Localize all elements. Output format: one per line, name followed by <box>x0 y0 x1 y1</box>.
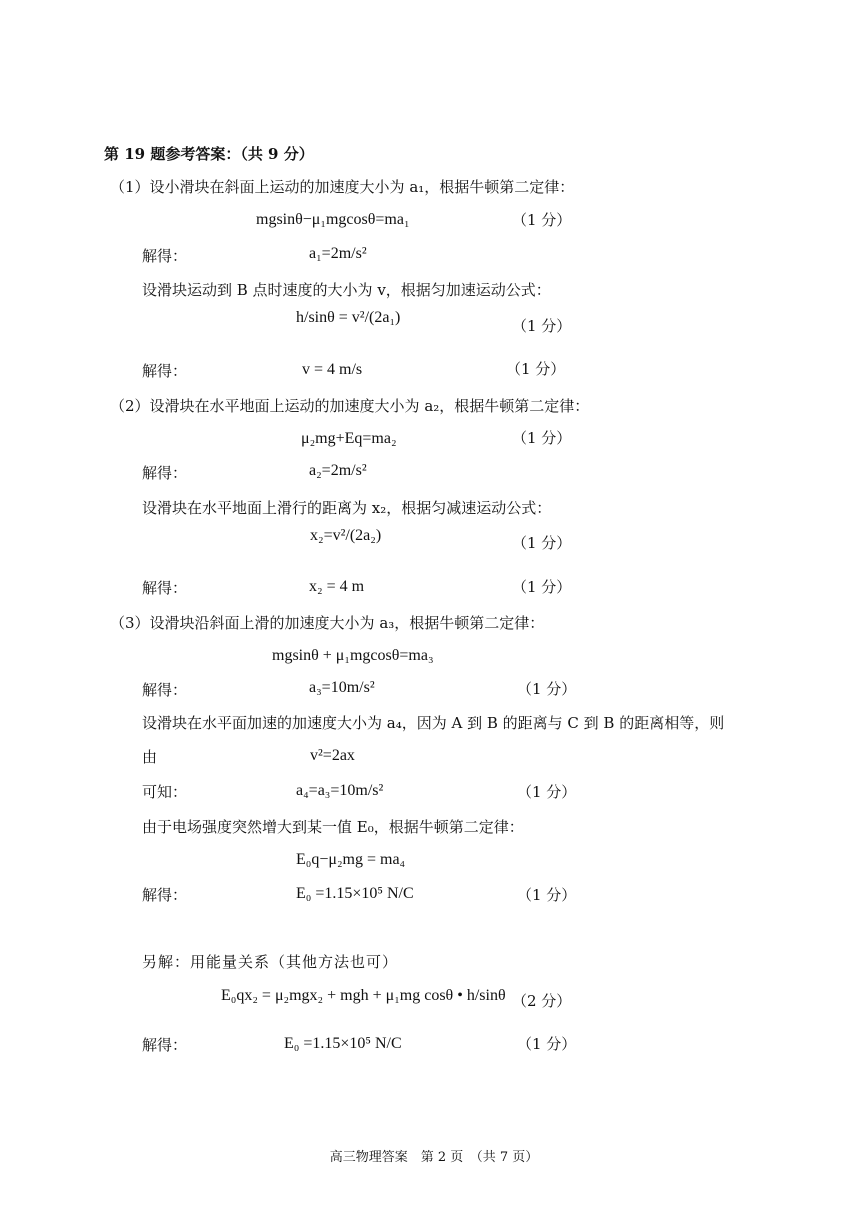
solve-label: 解得： <box>142 579 188 597</box>
points-label: （1 分） <box>512 534 572 552</box>
alt-solution-label: 另解：用能量关系（其他方法也可） <box>142 953 399 971</box>
part3-equation1: mgsinθ + μ₁mgcosθ=ma₃ <box>272 647 434 664</box>
part3-equation3: E₀q−μ₂mg = ma₄ <box>296 851 406 868</box>
solve-label: 解得： <box>142 681 188 699</box>
part1-equation2: h/sinθ = v²/(2a₁) <box>296 309 401 326</box>
solve-label: 解得： <box>142 247 188 265</box>
part2-text: 设滑块在水平地面上运动的加速度大小为 a₂，根据牛顿第二定律： <box>149 397 590 415</box>
points-label: （1 分） <box>512 578 572 596</box>
page-footer: 高三物理答案 第 2 页 （共 7 页） <box>329 1150 539 1165</box>
part1-text: 设小滑块在斜面上运动的加速度大小为 a₁，根据牛顿第二定律： <box>149 178 575 196</box>
part2-equation1: μ₂mg+Eq=ma₂ <box>301 430 397 447</box>
by-label: 由 <box>142 748 158 766</box>
part2-equation2: x₂=v²/(2a₂) <box>310 527 382 544</box>
part2-number: （2） <box>110 397 150 415</box>
thus-label: 可知： <box>142 783 188 801</box>
points-label: （2 分） <box>512 992 572 1010</box>
part3-equation2: v²=2ax <box>310 747 355 764</box>
points-label: （1 分） <box>512 429 572 447</box>
points-label: （1 分） <box>517 1035 577 1053</box>
part3-result1: a₃=10m/s² <box>309 679 375 696</box>
part1-intro <box>110 177 574 197</box>
points-label: （1 分） <box>517 886 577 904</box>
part3-text: 设滑块沿斜面上滑的加速度大小为 a₃，根据牛顿第二定律： <box>149 614 545 632</box>
points-label: （1 分） <box>506 360 566 378</box>
points-label: （1 分） <box>512 317 572 335</box>
solve-label: 解得： <box>142 886 188 904</box>
part1-number: （1） <box>110 178 150 196</box>
part1-result2: v = 4 m/s <box>302 361 363 378</box>
part3-result3: E₀ =1.15×10⁵ N/C <box>296 885 414 902</box>
part1-result1: a₁=2m/s² <box>309 245 367 262</box>
alt-result: E₀ =1.15×10⁵ N/C <box>284 1035 402 1052</box>
part3-number: （3） <box>110 614 150 632</box>
part2-intro <box>110 396 589 416</box>
part2-text2: 设滑块在水平地面上滑行的距离为 x₂，根据匀减速运动公式： <box>142 499 552 517</box>
solve-label: 解得： <box>142 362 188 380</box>
alt-equation: E₀qx₂ = μ₂mgx₂ + mgh + μ₁mg cosθ • h/sinθ <box>221 987 506 1004</box>
question-title: 第 19 题参考答案：（共 9 分） <box>104 145 314 163</box>
part2-result1: a₂=2m/s² <box>309 462 367 479</box>
points-label: （1 分） <box>517 783 577 801</box>
points-label: （1 分） <box>517 680 577 698</box>
part3-text2: 设滑块在水平面加速的加速度大小为 a₄，因为 A 到 B 的距离与 C 到 B 的距离相等，则 <box>142 714 725 732</box>
points-label: （1 分） <box>512 211 572 229</box>
part1-equation1: mgsinθ−μ₁mgcosθ=ma₁ <box>256 211 410 228</box>
solve-label: 解得： <box>142 1036 188 1054</box>
part2-result2: x₂ = 4 m <box>309 578 365 595</box>
part3-result2: a₄=a₃=10m/s² <box>296 782 384 799</box>
part3-text3: 由于电场强度突然增大到某一值 E₀，根据牛顿第二定律： <box>142 818 524 836</box>
part1-text2: 设滑块运动到 B 点时速度的大小为 v，根据匀加速运动公式： <box>142 281 551 299</box>
part3-intro <box>110 613 544 633</box>
solve-label: 解得： <box>142 464 188 482</box>
